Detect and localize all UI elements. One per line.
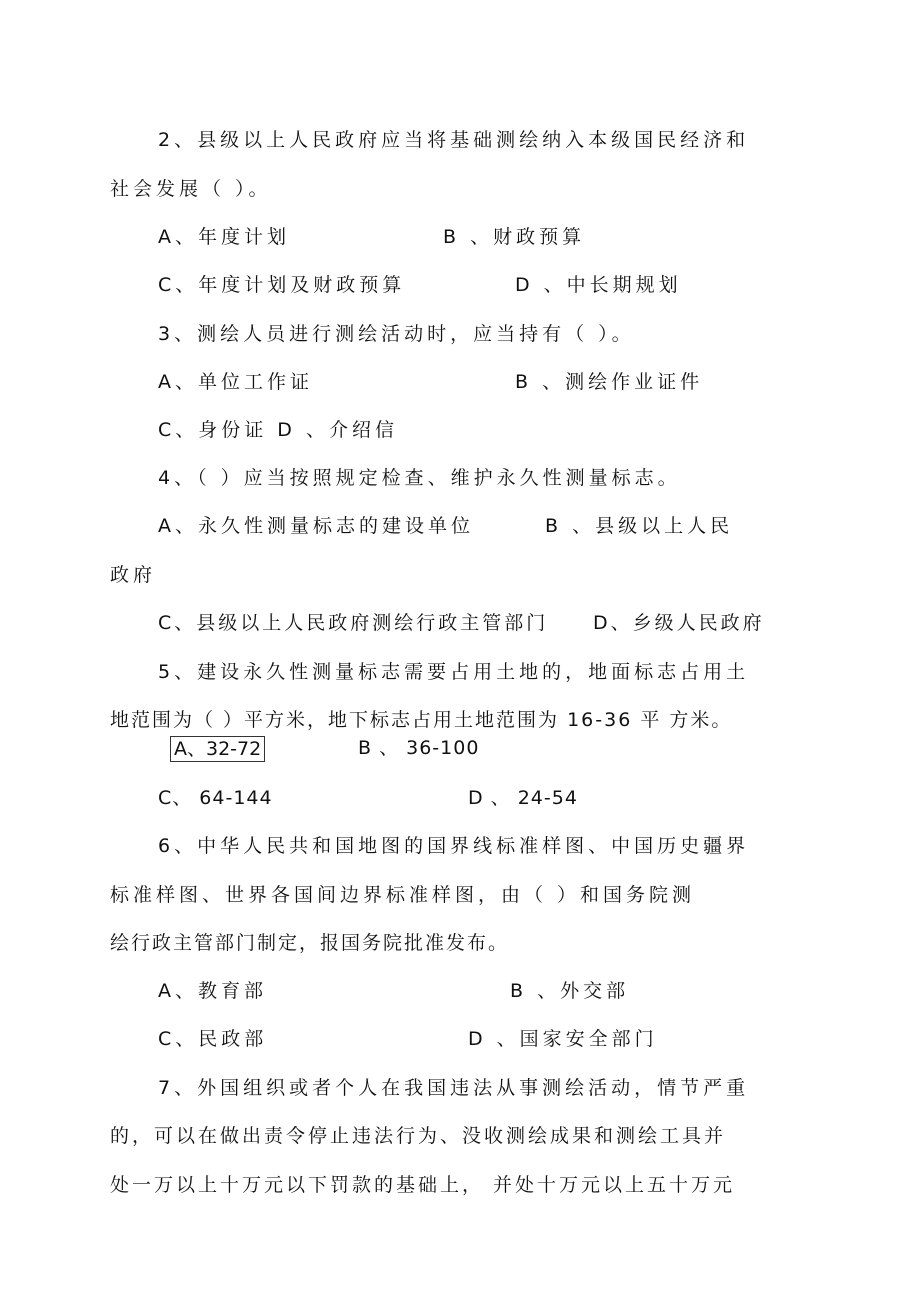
question-3-option-c-d: C、身份证 D 、介绍信 [158, 419, 398, 441]
question-2-option-c: C、年度计划及财政预算 [158, 274, 406, 296]
question-6-stem-line-1: 6、中华人民共和国地图的国界线标准样图、中国历史疆界 [158, 835, 750, 857]
question-5-stem-line-1: 5、建设永久性测量标志需要占用土地的，地面标志占用土 [158, 661, 750, 683]
question-5-stem-line-2: 地范围为（ ）平方米，地下标志占用土地范围为 16-36 平 方米。 [110, 709, 733, 731]
question-4-option-b-continued: 政府 [110, 564, 157, 586]
question-2-option-b: B 、财政预算 [443, 226, 586, 248]
question-6-stem-line-2: 标准样图、世界各国间边界标准样图，由（ ）和国务院测 [110, 884, 696, 906]
question-4-option-a: A、永久性测量标志的建设单位 [158, 515, 474, 537]
question-2-stem-line-1: 2、县级以上人民政府应当将基础测绘纳入本级国民经济和 [158, 129, 750, 151]
question-5-option-d: D 、 24-54 [468, 787, 578, 809]
question-6-option-a: A、教育部 [158, 980, 267, 1002]
question-3-stem-line-1: 3、测绘人员进行测绘活动时，应当持有（ ）。 [158, 323, 635, 345]
question-6-stem-line-3: 绘行政主管部门制定，报国务院批准发布。 [110, 932, 510, 954]
question-5-option-b: B 、 36-100 [358, 737, 480, 759]
question-2-option-a: A、年度计划 [158, 226, 290, 248]
question-5-option-a: A、32-72 [170, 736, 265, 762]
question-7-stem-line-3: 处一万以上十万元以下罚款的基础上， 并处十万元以上五十万元 [110, 1174, 736, 1196]
question-6-option-b: B 、外交部 [510, 980, 630, 1002]
question-7-stem-line-1: 7、外国组织或者个人在我国违法从事测绘活动，情节严重 [158, 1077, 750, 1099]
question-5-option-c: C、 64-144 [158, 787, 273, 809]
question-6-option-d: D 、国家安全部门 [468, 1028, 658, 1050]
question-2-option-d: D 、中长期规划 [515, 274, 682, 296]
question-4-option-b: B 、县级以上人民 [545, 515, 734, 537]
question-4-option-d: D、乡级人民政府 [593, 612, 765, 634]
question-4-stem-line-1: 4、（ ）应当按照规定检查、维护永久性测量标志。 [158, 467, 681, 489]
question-4-option-c: C、县级以上人民政府测绘行政主管部门 [158, 612, 549, 634]
question-2-stem-line-2: 社会发展（ ）。 [110, 178, 272, 200]
question-6-option-c: C、民政部 [158, 1028, 268, 1050]
question-3-option-a: A、单位工作证 [158, 371, 313, 393]
question-7-stem-line-2: 的，可以在做出责令停止违法行为、没收测绘成果和测绘工具并 [110, 1125, 727, 1147]
question-3-option-b: B 、测绘作业证件 [515, 371, 704, 393]
